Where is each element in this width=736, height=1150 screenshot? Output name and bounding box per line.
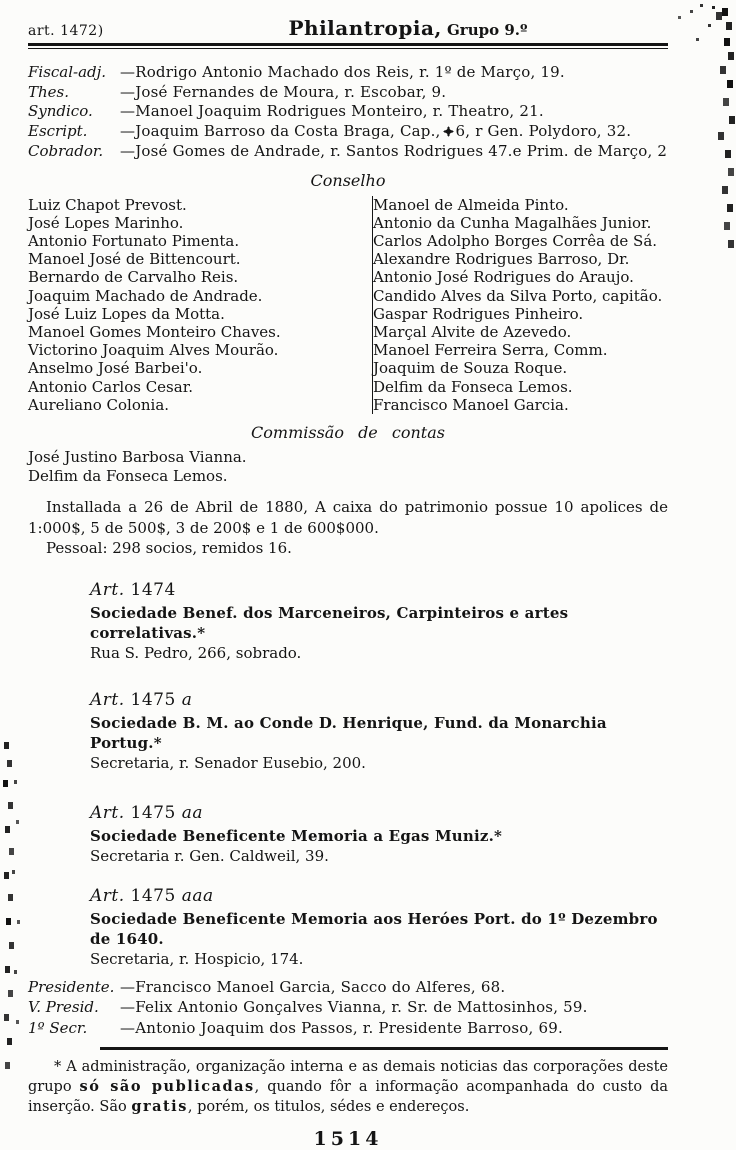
- officer-list: [28, 63, 668, 162]
- header-title-group: [148, 16, 668, 40]
- list-item: Antonio Fortunato Pimenta.: [28, 231, 240, 250]
- art-label: Art.: [90, 885, 125, 906]
- officer-name-part: —Joaquim Barroso da Costa Braga, Cap.,: [120, 121, 441, 140]
- conselho-heading: Conselho: [310, 170, 386, 190]
- officer-name: —José Fernandes de Moura, r. Escobar, 9.: [120, 82, 447, 101]
- officer-role: Presidente.: [28, 977, 115, 996]
- list-item: Aureliano Colonia.: [28, 395, 170, 414]
- officer-row: [28, 63, 668, 83]
- conselho-columns: [28, 196, 668, 414]
- page-title: Philantropia,: [288, 16, 442, 40]
- society-address: Secretaria, r. Senador Eusebio, 200.: [90, 753, 366, 772]
- list-item: Joaquim Machado de Andrade.: [28, 286, 263, 305]
- member-name: José Justino Barbosa Vianna.: [28, 447, 247, 466]
- list-item: Anselmo José Barbei'o.: [28, 359, 203, 378]
- list-item: José Luiz Lopes da Motta.: [28, 304, 225, 323]
- article-1475aaa: [90, 886, 668, 969]
- list-item: Antonio Carlos Cesar.: [28, 377, 193, 396]
- officer-name: —Antonio Joaquim dos Passos, r. Presidente Barroso, 69.: [120, 1018, 563, 1037]
- officer-role: Thes.: [28, 82, 70, 101]
- officer-row: [28, 102, 668, 122]
- officer-row: [28, 122, 668, 143]
- officer-role: Syndico.: [28, 102, 93, 120]
- officer-name: —Francisco Manoel Garcia, Sacco do Alferes, 68.: [120, 977, 506, 996]
- officer-list-2: [28, 977, 668, 1039]
- list-item: Marçal Alvite de Azevedo.: [373, 322, 572, 341]
- article-number: [90, 580, 668, 600]
- art-suffix: aaa: [181, 885, 214, 906]
- article-1475aa: [90, 803, 668, 866]
- header-rule: [28, 43, 668, 49]
- officer-row: [28, 142, 668, 162]
- article-1475a: [90, 690, 668, 773]
- officer-role: Fiscal-adj.: [28, 63, 107, 81]
- society-title: Sociedade Benef. dos Marceneiros, Carpinteiros e artes correlativas.*: [90, 603, 569, 642]
- list-item: Francisco Manoel Garcia.: [373, 395, 569, 414]
- list-item: Gaspar Rodrigues Pinheiro.: [373, 304, 584, 323]
- list-item: Antonio José Rodrigues do Araujo.: [373, 268, 634, 287]
- society-title: Sociedade Beneficente Memoria aos Heróes Port. do 1º Dezembro de 1640.: [90, 909, 658, 948]
- officer-role: V. Presid.: [28, 998, 99, 1017]
- art-num: 1475: [130, 802, 176, 823]
- page-subtitle: Grupo 9.º: [447, 21, 528, 39]
- society-address: Secretaria r. Gen. Caldweil, 39.: [90, 846, 329, 865]
- list-item: Antonio da Cunha Magalhães Junior.: [373, 213, 652, 232]
- society-address: Secretaria, r. Hospicio, 174.: [90, 949, 304, 968]
- footnote-text: , porém, os titulos, sédes e endereços.: [187, 1099, 470, 1116]
- list-item: Manoel Ferreira Serra, Comm.: [373, 341, 608, 360]
- order-insignia-icon: [443, 123, 454, 143]
- officer-name: [120, 122, 631, 143]
- society-title: Sociedade B. M. ao Conde D. Henrique, Fund. da Monarchia Portug.*: [90, 713, 607, 752]
- officer-role: Cobrador.: [28, 142, 104, 160]
- article-1474: [90, 580, 668, 663]
- footnote-bold: só são publicadas: [79, 1078, 255, 1096]
- art-label: Art.: [90, 689, 125, 710]
- commissao-members: [28, 448, 668, 486]
- list-item: Manoel Gomes Monteiro Chaves.: [28, 322, 281, 341]
- installada-paragraph: [28, 497, 668, 539]
- officer-name-part: 6, r Gen. Polydoro, 32.: [455, 121, 632, 140]
- officer-role: 1º Secr.: [28, 1018, 88, 1037]
- footnote-rule: [100, 1047, 668, 1050]
- officer-name: —Manoel Joaquim Rodrigues Monteiro, r. Theatro, 21.: [120, 102, 544, 120]
- footnote-bold: gratis: [131, 1098, 188, 1116]
- header-article-ref: art. 1472): [28, 23, 104, 39]
- article-number: [90, 690, 668, 710]
- member-name: Delfim da Fonseca Lemos.: [28, 466, 228, 485]
- footnote-text: * A administração, organização interna e as demais noticias das corporações deste grupo: [28, 1059, 668, 1096]
- page-number: 1514: [313, 1128, 383, 1150]
- officer-row: [28, 977, 668, 998]
- scan-noise-top-right-2: [700, 4, 703, 7]
- list-item: Manoel José de Bittencourt.: [28, 250, 241, 269]
- installada-text: Installada a 26 de Abril de 1880, A caixa do patrimonio possue 10 apolices de 1:000$, 5 de 500$, 3 de 200$ e 1 de 600$000.: [28, 497, 668, 537]
- list-item: Candido Alves da Silva Porto, capitão.: [373, 286, 663, 305]
- pessoal-line: Pessoal: 298 socios, remidos 16.: [46, 538, 292, 557]
- art-label: Art.: [90, 579, 125, 600]
- art-num: 1474: [130, 579, 176, 600]
- list-item: Alexandre Rodrigues Barroso, Dr.: [373, 250, 630, 269]
- art-num: 1475: [130, 885, 176, 906]
- running-header: [28, 0, 668, 40]
- list-item: Victorino Joaquim Alves Mourão.: [28, 341, 279, 360]
- conselho-right-column: [372, 196, 668, 414]
- art-label: Art.: [90, 802, 125, 823]
- list-item: Luiz Chapot Prevost.: [28, 195, 187, 214]
- officer-row: [28, 1018, 668, 1039]
- officer-name: —Rodrigo Antonio Machado dos Reis, r. 1º de Março, 19.: [120, 63, 565, 81]
- conselho-left-column: [28, 196, 372, 414]
- footnote: [28, 1057, 668, 1117]
- society-title: Sociedade Beneficente Memoria a Egas Muniz.*: [90, 826, 503, 845]
- art-num: 1475: [130, 689, 176, 710]
- officer-role: Escript.: [28, 121, 88, 140]
- officer-name: —Felix Antonio Gonçalves Vianna, r. Sr. de Mattosinhos, 59.: [120, 998, 588, 1017]
- list-item: Carlos Adolpho Borges Corrêa de Sá.: [373, 231, 658, 250]
- scan-noise-top-right: [722, 8, 728, 16]
- officer-row: [28, 83, 668, 103]
- list-item: Joaquim de Souza Roque.: [373, 359, 568, 378]
- list-item: Delfim da Fonseca Lemos.: [373, 377, 573, 396]
- scan-noise-bottom-left-2: [14, 780, 17, 784]
- list-item: Bernardo de Carvalho Reis.: [28, 268, 239, 287]
- list-item: José Lopes Marinho.: [28, 213, 184, 232]
- scan-noise-bottom-left: [4, 742, 9, 749]
- art-suffix: a: [181, 689, 193, 710]
- officer-name: —José Gomes de Andrade, r. Santos Rodrigues 47.e Prim. de Março, 2: [120, 142, 668, 160]
- commissao-heading: Commissão de contas: [251, 422, 445, 442]
- art-suffix: aa: [181, 802, 203, 823]
- article-number: [90, 803, 668, 823]
- footnote-text: , quando fôr a informação acompanhada do custo da inserção. São: [28, 1079, 668, 1116]
- society-address: Rua S. Pedro, 266, sobrado.: [90, 643, 302, 662]
- officer-row: [28, 997, 668, 1018]
- list-item: Manoel de Almeida Pinto.: [373, 195, 569, 214]
- article-number: [90, 886, 668, 906]
